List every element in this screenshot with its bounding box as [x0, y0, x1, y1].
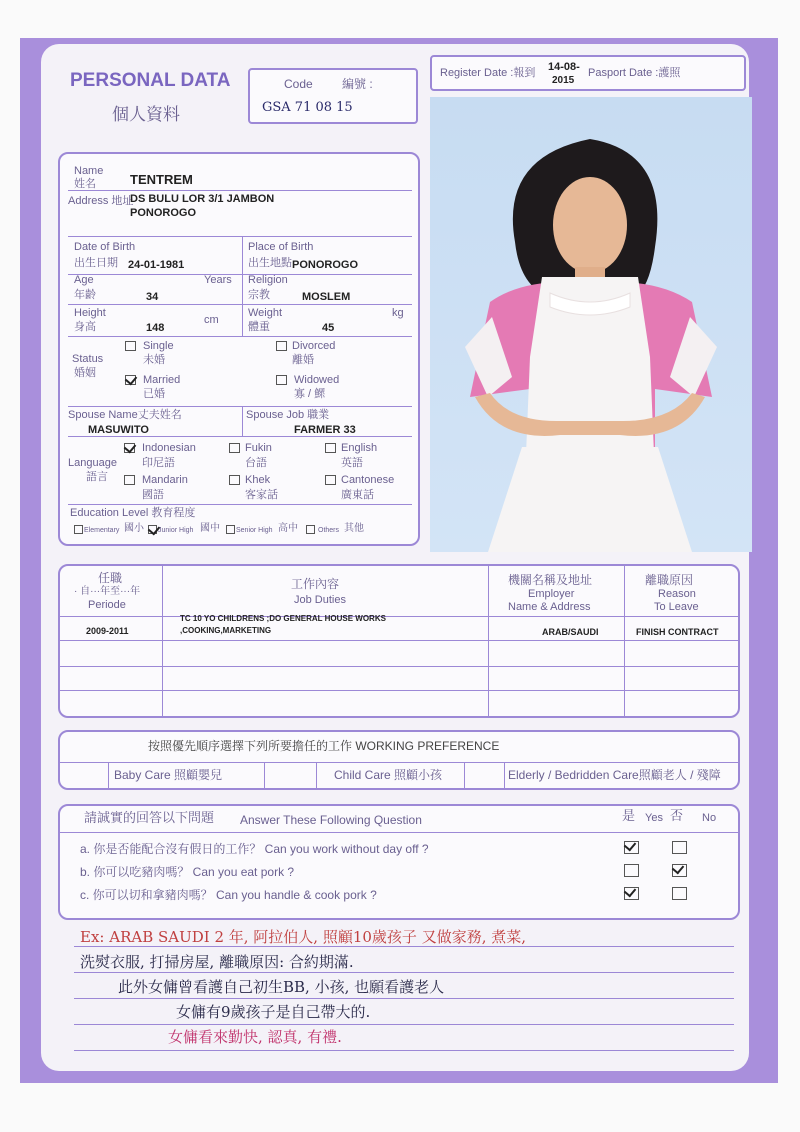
edu-elementary-label: Elementary	[84, 527, 120, 534]
lang-cantonese-label: Cantonese	[341, 474, 395, 486]
religion-label-cn: 宗教	[248, 289, 270, 301]
col-period-cn: 任職	[98, 571, 123, 585]
col-reason-cn: 離職原因	[645, 573, 694, 587]
address-line2: PONOROGO	[130, 207, 197, 219]
yes-label-cn: 是	[622, 808, 636, 823]
lang-english-label: English	[341, 442, 378, 454]
edu-junior-checkbox[interactable]	[148, 525, 157, 534]
language-label: Language	[68, 457, 117, 469]
status-single-label: Single	[143, 340, 174, 352]
status-married-label: Married	[143, 374, 181, 386]
status-married-checkbox[interactable]	[125, 375, 136, 385]
age-label-cn: 年齡	[74, 289, 96, 301]
note-line-3: 此外女傭曾看護自己初生BB, 小孩, 也願看護老人	[118, 978, 445, 996]
spouse-job-value: FARMER 33	[294, 424, 356, 436]
status-single-checkbox[interactable]	[125, 341, 136, 351]
weight-unit: kg	[392, 307, 404, 319]
col-reason-en1: Reason	[658, 588, 696, 600]
code-box	[248, 68, 418, 124]
questions-title-cn: 請誠實的回答以下問題	[84, 810, 215, 825]
name-label: Name	[74, 165, 104, 177]
no-label-cn: 否	[670, 808, 684, 823]
edu-junior-label: Junior High	[158, 527, 194, 534]
question-b: b. 你可以吃豬肉嗎？ Can you eat pork ?	[80, 865, 295, 879]
col-duties-en: Job Duties	[294, 594, 346, 606]
question-c-yes-checkbox[interactable]	[624, 887, 639, 900]
edu-elementary-checkbox[interactable]	[74, 525, 83, 534]
code-label-cn: 編號 :	[342, 77, 373, 91]
preference-title: 按照優先順序選擇下列所要擔任的工作 WORKING PREFERENCE	[148, 739, 500, 753]
passport-label: Pasport Date :護照	[588, 67, 681, 79]
col-employer-cn: 機關名稱及地址	[508, 573, 593, 587]
yes-label: Yes	[645, 812, 663, 824]
col-period-en: Periode	[88, 599, 126, 611]
work-row-duties-1: TC 10 YO CHILDRENS ;DO GENERAL HOUSE WORKS	[180, 614, 386, 623]
note-line-4: 女傭有9歲孩子是自己帶大的.	[176, 1003, 371, 1021]
question-c-no-checkbox[interactable]	[672, 887, 687, 900]
religion-value: MOSLEM	[302, 291, 351, 303]
dob-value: 24-01-1981	[128, 259, 185, 271]
lang-mandarin-checkbox[interactable]	[124, 475, 135, 485]
spouse-name-label: Spouse Name丈夫姓名	[68, 409, 182, 421]
pob-label-cn: 出生地點	[248, 257, 292, 269]
lang-fukin-label: Fukin	[245, 442, 272, 454]
note-line-1: Ex: ARAB SAUDI 2 年, 阿拉伯人, 照顧10歲孩子 又做家務, 煮菜,	[80, 928, 526, 946]
spouse-name-value: MASUWITO	[88, 424, 149, 436]
question-a: a. 你是否能配合沒有假日的工作？ Can you work without day off ?	[80, 842, 429, 856]
age-label: Age	[74, 274, 94, 286]
register-year: 2015	[552, 75, 575, 86]
code-label: Code	[284, 77, 313, 91]
work-row-reason: FINISH CONTRACT	[636, 627, 719, 637]
lang-fukin-checkbox[interactable]	[229, 443, 240, 453]
edu-others-checkbox[interactable]	[306, 525, 315, 534]
status-widowed-label-cn: 寡 / 鰥	[294, 388, 326, 400]
form-title-cn: 個人資料	[112, 105, 180, 124]
status-single-label-cn: 未婚	[143, 354, 165, 366]
work-row-duties-2: ,COOKING,MARKETING	[180, 626, 272, 635]
edu-senior-label-cn: 高中	[278, 523, 298, 534]
lang-english-checkbox[interactable]	[325, 443, 336, 453]
questions-title-en: Answer These Following Question	[240, 813, 422, 827]
lang-khek-label-cn: 客家話	[245, 489, 278, 501]
status-married-label-cn: 已婚	[143, 388, 165, 400]
height-label: Height	[74, 307, 106, 319]
pref-child-care: Child Care 照顧小孩	[334, 768, 443, 782]
religion-label: Religion	[248, 274, 288, 286]
age-value: 34	[146, 291, 159, 303]
edu-senior-checkbox[interactable]	[226, 525, 235, 534]
spouse-job-label: Spouse Job 職業	[246, 409, 330, 421]
lang-mandarin-label: Mandarin	[142, 474, 188, 486]
status-widowed-checkbox[interactable]	[276, 375, 287, 385]
language-label-cn: 語言	[86, 471, 108, 483]
question-b-no-checkbox[interactable]	[672, 864, 687, 877]
name-label-cn: 姓名	[74, 178, 96, 190]
years-label: Years	[204, 274, 232, 286]
dob-label: Date of Birth	[74, 241, 136, 253]
personal-info-box	[58, 152, 420, 546]
question-b-yes-checkbox[interactable]	[624, 864, 639, 877]
note-line-2: 洗熨衣服, 打掃房屋, 離職原因: 合約期滿.	[80, 953, 354, 971]
height-value: 148	[146, 322, 165, 334]
form-title: PERSONAL DATA	[70, 70, 231, 91]
lang-khek-checkbox[interactable]	[229, 475, 240, 485]
lang-khek-label: Khek	[245, 474, 271, 486]
lang-indonesian-checkbox[interactable]	[124, 443, 135, 453]
weight-label-cn: 體重	[248, 321, 270, 333]
work-row-employer: ARAB/SAUDI	[542, 627, 599, 637]
education-label: Education Level 教育程度	[70, 507, 196, 519]
status-divorced-checkbox[interactable]	[276, 341, 287, 351]
col-duties-cn: 工作內容	[291, 577, 340, 591]
work-row-period: 2009-2011	[86, 626, 129, 636]
lang-cantonese-label-cn: 廣東話	[341, 489, 374, 501]
status-label: Status	[72, 353, 104, 365]
name-value: TENTREM	[130, 172, 193, 187]
pref-baby-care: Baby Care 照顧嬰兒	[114, 768, 223, 782]
height-label-cn: 身高	[74, 321, 96, 333]
lang-fukin-label-cn: 台語	[245, 457, 267, 469]
col-period-sub: · 自···年至···年	[74, 586, 141, 597]
register-box	[430, 55, 746, 91]
status-divorced-label-cn: 離婚	[292, 354, 314, 366]
pob-value: PONOROGO	[292, 259, 359, 271]
lang-indonesian-label-cn: 印尼語	[142, 457, 175, 469]
pob-label: Place of Birth	[248, 241, 314, 253]
pref-elderly-care: Elderly / Bedridden Care照顧老人 / 殘障	[508, 768, 721, 782]
register-value: 14-08-	[548, 61, 580, 73]
lang-indonesian-label: Indonesian	[142, 442, 196, 454]
status-widowed-label: Widowed	[294, 374, 340, 386]
code-value: GSA 71 08 15	[262, 100, 353, 115]
edu-junior-label-cn: 國中	[200, 523, 220, 534]
edu-others-label: Others	[318, 527, 340, 534]
work-history-box	[58, 564, 740, 718]
lang-english-label-cn: 英語	[341, 457, 363, 469]
weight-label: Weight	[248, 307, 283, 319]
applicant-photo	[430, 97, 752, 552]
col-employer-en1: Employer	[528, 588, 575, 600]
question-a-yes-checkbox[interactable]	[624, 841, 639, 854]
question-a-no-checkbox[interactable]	[672, 841, 687, 854]
no-label: No	[702, 812, 717, 824]
edu-others-label-cn: 其他	[344, 523, 364, 534]
status-label-cn: 婚姻	[74, 367, 96, 379]
weight-value: 45	[322, 322, 335, 334]
col-employer-en2: Name & Address	[508, 601, 591, 613]
edu-senior-label: Senior High	[236, 527, 273, 534]
col-reason-en2: To Leave	[654, 601, 699, 613]
question-c: c. 你可以切和拿豬肉嗎？ Can you handle & cook pork ?	[80, 888, 377, 902]
edu-elementary-label-cn: 國小	[124, 523, 144, 534]
address-label: Address 地址	[68, 195, 134, 207]
dob-label-cn: 出生日期	[74, 257, 118, 269]
register-label: Register Date :報到	[440, 67, 536, 79]
note-line-5: 女傭看來勤快, 認真, 有禮.	[168, 1028, 342, 1046]
address-line1: DS BULU LOR 3/1 JAMBON	[130, 193, 275, 205]
status-divorced-label: Divorced	[292, 340, 336, 352]
lang-mandarin-label-cn: 國語	[142, 489, 164, 501]
height-unit: cm	[204, 314, 219, 326]
lang-cantonese-checkbox[interactable]	[325, 475, 336, 485]
